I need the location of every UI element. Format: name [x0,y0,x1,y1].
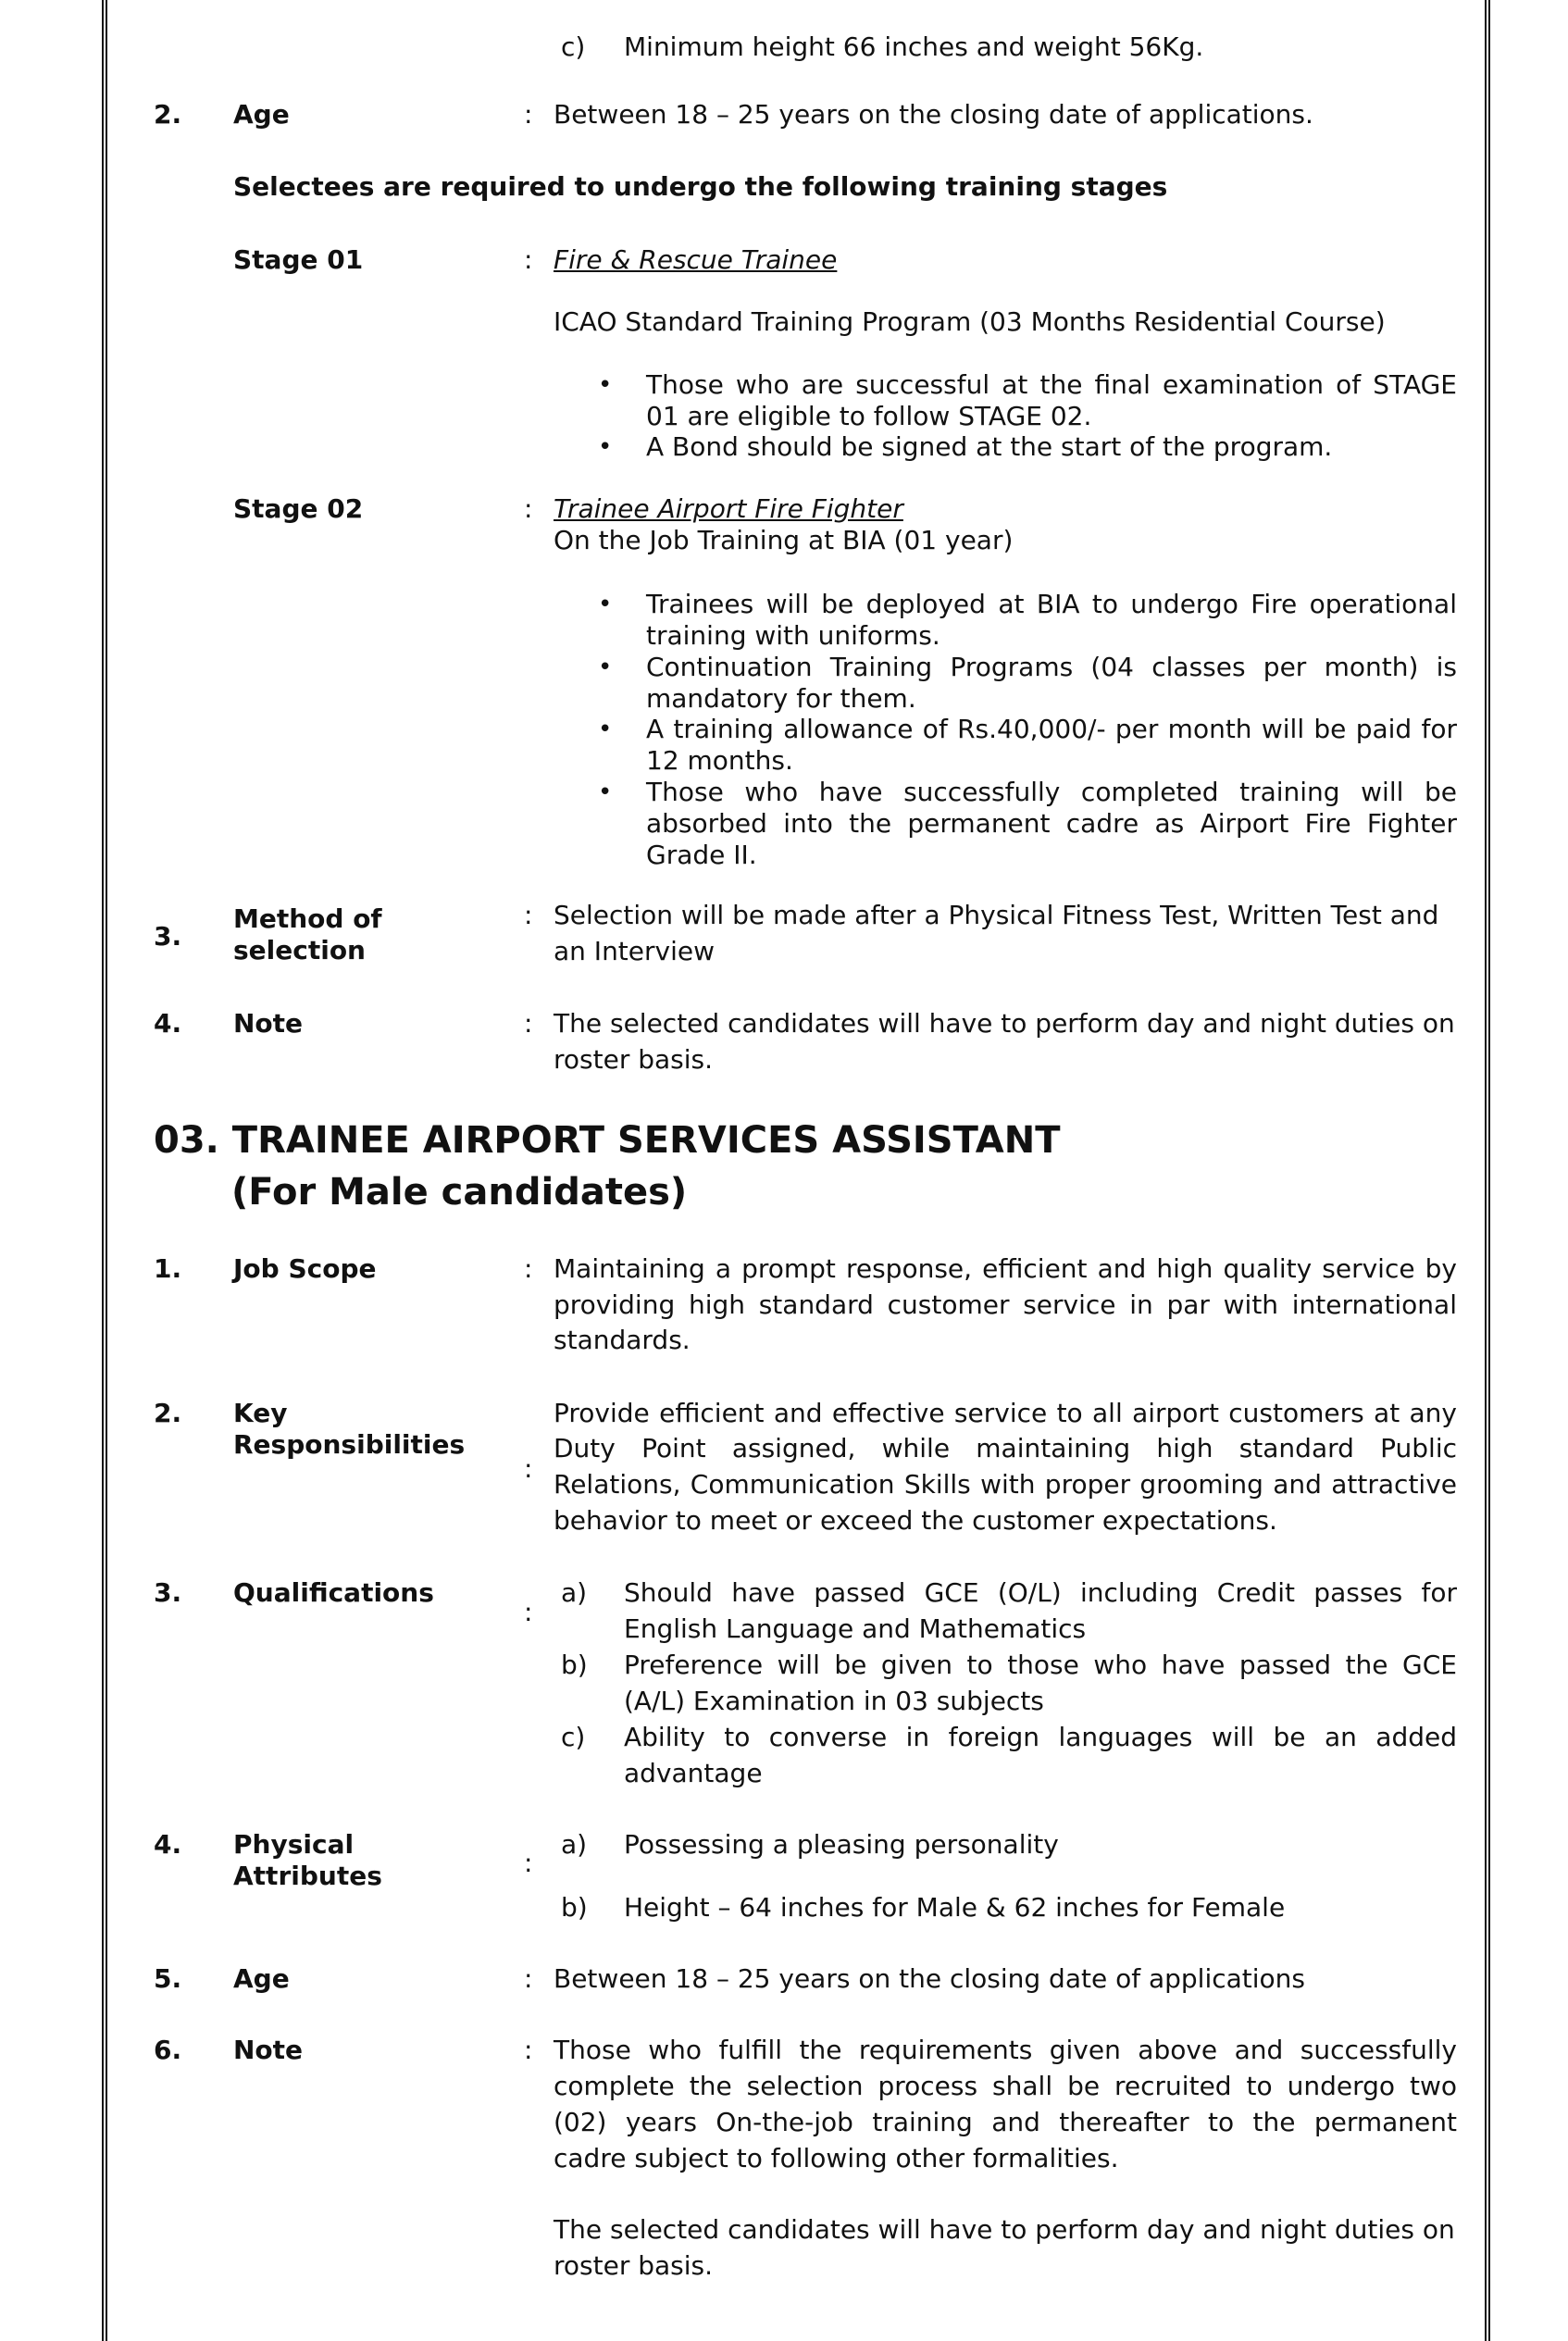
age-label: Age [233,1963,290,1994]
age-value: Between 18 – 25 years on the closing date of applications [554,1963,1306,1994]
bullet-icon: • [598,778,613,806]
note-text: Those who fulfill the requirements given above and successfully [554,2035,1457,2065]
physical-label: Physical [233,1829,355,1860]
colon: : [524,244,533,275]
bullet-line: 01 are eligible to follow STAGE 02. [646,401,1092,431]
physical-text: Height – 64 inches for Male & 62 inches for Female [624,1892,1286,1923]
bullet-line: A Bond should be signed at the start of the program. [646,431,1333,462]
note-text: roster basis. [554,1044,714,1075]
job-scope-text: standards. [554,1325,691,1355]
bullet-icon: • [598,591,613,618]
bullet-line: Trainees will be deployed at BIA to undergo Fire operational [646,589,1457,619]
note-label: Note [233,1008,304,1039]
colon: : [524,900,533,930]
colon: : [524,493,533,524]
stage2-title: Trainee Airport Fire Fighter [554,493,903,524]
bullet-icon: • [598,716,613,743]
item-number: 4. [154,1008,182,1039]
bullet-line: Grade II. [646,840,757,870]
bullet-icon: • [598,371,613,399]
bullet-line: Those who have successfully completed training will be [646,777,1457,807]
bullet-line: Continuation Training Programs (04 classes per month) is [646,652,1457,682]
criterion-text: Minimum height 66 inches and weight 56Kg. [624,31,1204,62]
age-label: Age [233,99,290,130]
list-marker: a) [561,1829,588,1860]
colon: : [524,1848,533,1878]
list-marker: b) [561,1650,588,1680]
bullet-icon: • [598,654,613,681]
note-text: complete the selection process shall be recruited to undergo two [554,2071,1457,2101]
stage1-title: Fire & Rescue Trainee [554,244,838,275]
stage2-program: On the Job Training at BIA (01 year) [554,525,1014,555]
list-marker: a) [561,1577,588,1608]
section-title: 03. TRAINEE AIRPORT SERVICES ASSISTANT [154,1119,1061,1162]
qualifications-label: Qualifications [233,1577,434,1608]
method-text: Selection will be made after a Physical Fitness Test, Written Test and [554,900,1439,930]
colon: : [524,1597,533,1627]
section-subtitle: (For Male candidates) [231,1171,688,1214]
bullet-line: mandatory for them. [646,683,916,714]
qualification-text: English Language and Mathematics [624,1613,1087,1644]
job-scope-text: Maintaining a prompt response, efficient and high quality service by [554,1253,1457,1284]
note-text: roster basis. [554,2250,714,2281]
bullet-line: Those who are successful at the final examination of STAGE [646,369,1457,400]
job-scope-text: providing high standard customer service in par with international [554,1289,1457,1320]
stage1-label: Stage 01 [233,244,364,275]
bullet-line: absorbed into the permanent cadre as Airport Fire Fighter [646,808,1457,839]
key-resp-label: Key [233,1398,288,1428]
qualification-text: Preference will be given to those who have passed the GCE [624,1650,1457,1680]
colon: : [524,1453,533,1484]
bullet-line: A training allowance of Rs.40,000/- per month will be paid for [646,714,1457,744]
colon: : [524,1963,533,1994]
page-border-right [1485,0,1490,2341]
item-number: 3. [154,921,182,952]
item-number: 2. [154,1398,182,1428]
item-number: 3. [154,1577,182,1608]
bullet-line: training with uniforms. [646,620,940,651]
note-text: (02) years On-the-job training and thereafter to the permanent [554,2107,1457,2137]
bullet-line: 12 months. [646,745,793,776]
item-number: 5. [154,1963,182,1994]
note-text: cadre subject to following other formalities. [554,2143,1119,2173]
qualification-text: (A/L) Examination in 03 subjects [624,1686,1044,1716]
colon: : [524,2035,533,2065]
key-resp-text: Provide efficient and effective service to all airport customers at any [554,1398,1457,1428]
list-marker: c) [561,1722,586,1752]
key-resp-text: behavior to meet or exceed the customer expectations. [554,1505,1277,1536]
item-number: 6. [154,2035,182,2065]
method-label: selection [233,935,366,965]
list-marker: b) [561,1892,588,1923]
physical-text: Possessing a pleasing personality [624,1829,1059,1860]
key-resp-text: Relations, Communication Skills with proper grooming and attractive [554,1469,1457,1500]
note-text: The selected candidates will have to perform day and night duties on [554,1008,1455,1039]
job-scope-label: Job Scope [233,1253,377,1284]
criterion-marker: c) [561,31,586,62]
page-border-left [102,0,107,2341]
item-number: 4. [154,1829,182,1860]
method-text: an Interview [554,936,716,966]
note-text: The selected candidates will have to perform day and night duties on [554,2214,1455,2245]
bullet-icon: • [598,433,613,461]
qualification-text: Should have passed GCE (O/L) including Credit passes for [624,1577,1457,1608]
colon: : [524,1008,533,1039]
method-label: Method of [233,903,382,934]
stage2-label: Stage 02 [233,493,364,524]
key-resp-label: Responsibilities [233,1429,466,1460]
colon: : [524,99,533,130]
qualification-text: Ability to converse in foreign languages will be an added [624,1722,1457,1752]
item-number: 1. [154,1253,182,1284]
stage1-program: ICAO Standard Training Program (03 Months Residential Course) [554,306,1386,337]
colon: : [524,1253,533,1284]
key-resp-text: Duty Point assigned, while maintaining high standard Public [554,1433,1457,1463]
note-label: Note [233,2035,304,2065]
physical-label: Attributes [233,1861,382,1891]
training-heading: Selectees are required to undergo the following training stages [233,171,1168,202]
age-value: Between 18 – 25 years on the closing date of applications. [554,99,1313,130]
qualification-text: advantage [624,1758,763,1788]
item-number: 2. [154,99,182,130]
